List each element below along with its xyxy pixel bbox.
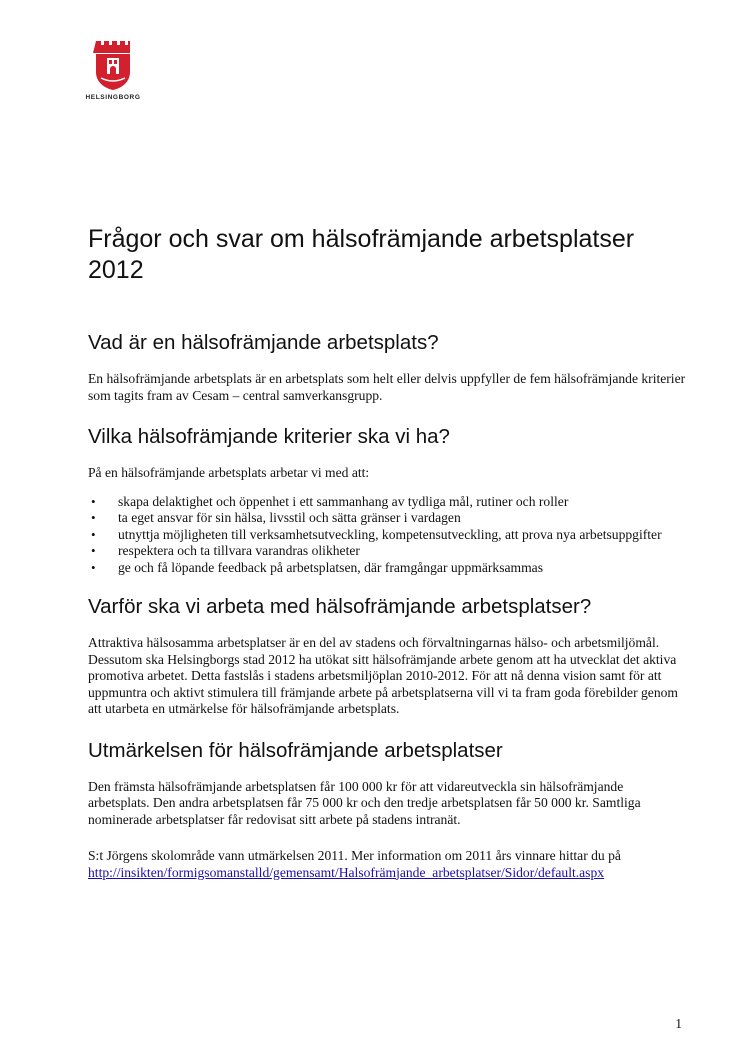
section-heading: Utmärkelsen för hälsofrämjande arbetsplatser — [88, 738, 503, 762]
section-heading: Vilka hälsofrämjande kriterier ska vi ha? — [88, 425, 450, 448]
page-number: 1 — [675, 1016, 682, 1031]
more-info-link[interactable]: http://insikten/formigsomanstalld/gemensamt/Halsofrämjande_arbetsplatser/Sidor/default.aspx — [88, 864, 605, 880]
document-title: Frågor och svar om hälsofrämjande arbetsplatser 2012 — [88, 225, 635, 284]
list-item: • ta eget ansvar för sin hälsa, livsstil och sätta gränser i vardagen — [118, 510, 688, 527]
winner-text: S:t Jörgens skolområde vann utmärkelsen 2011. Mer information om 2011 års vinnare hittar du på — [88, 848, 621, 863]
section-heading: Vad är en hälsofrämjande arbetsplats? — [88, 331, 439, 354]
section-heading: Varför ska vi arbeta med hälsofrämjande arbetsplatser? — [88, 595, 592, 618]
section-paragraph: På en hälsofrämjande arbetsplats arbetar vi med att: — [88, 465, 370, 480]
list-item: • utnyttja möjligheten till verksamhetsutveckling, kompetensutveckling, att prova nya arbetsuppgifter — [118, 527, 688, 544]
document-body — [88, 224, 688, 881]
section-paragraph: En hälsofrämjande arbetsplats är en arbetsplats som helt eller delvis uppfyller de fem hälsofrämjande kriterier som tagits fram av Cesam – central samverkansgrupp. — [88, 371, 686, 403]
list-item: • skapa delaktighet och öppenhet i ett sammanhang av tydliga mål, rutiner och roller — [118, 494, 688, 511]
list-item: • ge och få löpande feedback på arbetsplatsen, där framgångar uppmärksammas — [118, 560, 688, 577]
criteria-list — [88, 494, 688, 577]
helsingborg-logo: HELSINGBORG — [80, 38, 146, 104]
section-paragraph: Den främsta hälsofrämjande arbetsplatsen får 100 000 kr för att vidareutveckla sin hälsofrämjande arbetsplats. Den andra arbetsplatsen får 75 000 kr och den tredje arbetsplatsen får 50 000 kr. Samtliga nominerade arbetsplatser får redovisat sitt arbete på stadens intranät. — [88, 778, 641, 827]
section-paragraph — [88, 848, 688, 881]
list-item: • respektera och ta tillvara varandras olikheter — [118, 543, 688, 560]
city-crest-icon — [93, 38, 133, 92]
section-paragraph: Attraktiva hälsosamma arbetsplatser är en del av stadens och förvaltningarnas hälso- och arbetsmiljömål. Dessutom ska Helsingborgs stad 2012 ha utökat sitt hälsofrämjande arbete genom att ha utvecklat det aktiva promotiva arbetet. Detta fastslås i stadens arbetsmiljöplan 2010-2012. För att nå denna vision samt för att uppmuntra och aktivt stimulera till främjande arbete på arbetsplatserna vill vi ta fram goda förebilder genom att utarbeta en utmärkelse för hälsofrämjande arbetsplats. — [88, 635, 678, 716]
